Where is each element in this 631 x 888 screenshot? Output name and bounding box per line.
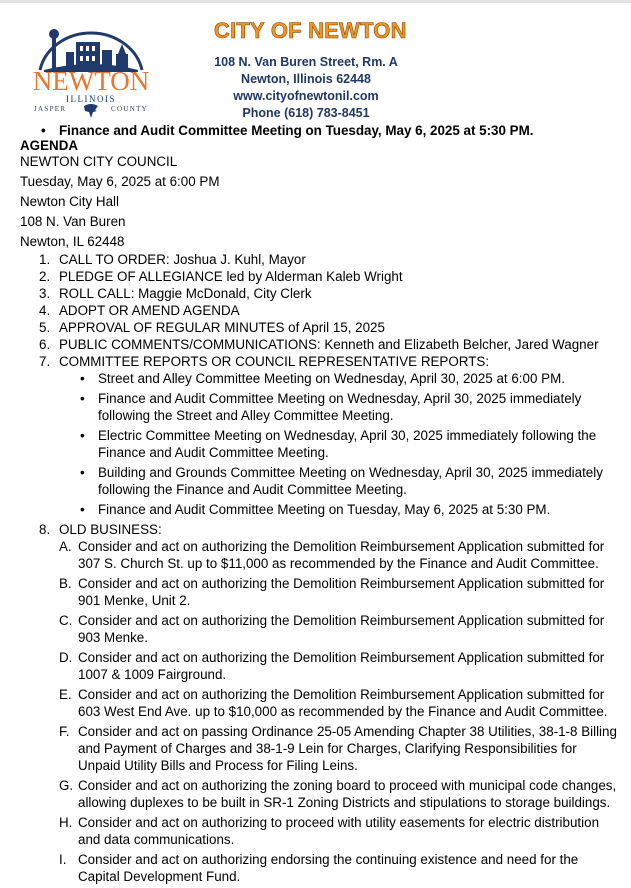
item-number: 8. xyxy=(39,522,51,537)
top-bullet: • Finance and Audit Committee Meeting on Tuesday, May 6, 2025 at 5:30 PM. xyxy=(20,122,620,139)
item-text: Consider and act on authorizing to proceed with utility easements for electric distribution and data communications. xyxy=(78,815,600,847)
item-text: Consider and act on authorizing the zoning board to proceed with municipal code changes, allowing duplexes to be built in SR-1 Zoning Districts and stipulations to storage buildings. xyxy=(78,778,617,810)
meeting-location: Newton City Hall xyxy=(20,194,119,209)
logo-right-text: COUNTY xyxy=(111,105,148,113)
committee-report: • Building and Grounds Committee Meeting on Wednesday, April 30, 2025 immediately following the Finance and Audit Committee Meeting. xyxy=(20,464,620,498)
old-business-item xyxy=(20,723,620,774)
item-text: Consider and act on authorizing the Demolition Reimbursement Application submitted for 1007 & 1009 Fairground. xyxy=(78,650,605,682)
old-business-item xyxy=(20,538,620,572)
item-text: Consider and act on passing Ordinance 25-05 Amending Chapter 38 Utilities, 38-1-8 Billing and Payment of Charges and 38-1-9 Lein for Charges, Clarifying Responsibilities for Unpaid Utility Bills and Process for Filing Leins. xyxy=(78,724,617,773)
old-business-item xyxy=(20,649,620,683)
meeting-city: Newton, IL 62448 xyxy=(20,234,125,249)
agenda-item xyxy=(20,521,620,538)
agenda-document xyxy=(20,122,620,888)
meeting-datetime: Tuesday, May 6, 2025 at 6:00 PM xyxy=(20,174,220,189)
item-letter: H. xyxy=(59,815,73,830)
agenda-item xyxy=(20,336,620,353)
item-number: 1. xyxy=(39,252,51,267)
page-title: CITY OF NEWTON xyxy=(214,18,407,43)
item-number: 3. xyxy=(39,286,51,301)
logo-sub-text: ILLINOIS xyxy=(66,94,116,104)
item-letter: A. xyxy=(59,539,72,554)
old-business-item xyxy=(20,686,620,720)
item-text: Consider and act on authorizing the Demolition Reimbursement Application submitted for 307 S. Church St. up to $11,000 as recommended by the Finance and Audit Committee. xyxy=(78,539,605,571)
agenda-item xyxy=(20,302,620,319)
contact-block xyxy=(200,54,412,122)
agenda-item xyxy=(20,285,620,302)
item-letter: D. xyxy=(59,650,73,665)
agenda-heading: AGENDA xyxy=(20,138,79,153)
top-border xyxy=(0,0,631,3)
logo-left-text: JASPER xyxy=(34,105,67,113)
old-business-item xyxy=(20,575,620,609)
item-text: Consider and act on authorizing endorsing the continuing existence and need for the Capital Development Fund. xyxy=(78,852,579,884)
item-letter: C. xyxy=(59,613,73,628)
item-text: CALL TO ORDER: Joshua J. Kuhl, Mayor xyxy=(59,252,306,267)
meeting-street: 108 N. Van Buren xyxy=(20,214,126,229)
item-text: Consider and act on authorizing the Demolition Reimbursement Application submitted for 603 West End Ave. up to $10,000 as recommended by the Finance and Audit Committee. xyxy=(78,687,608,719)
agenda-item xyxy=(20,353,620,370)
item-text: COMMITTEE REPORTS OR COUNCIL REPRESENTATIVE REPORTS: xyxy=(59,354,490,369)
committee-report: • Finance and Audit Committee Meeting on Wednesday, April 30, 2025 immediately following the Street and Alley Committee Meeting. xyxy=(20,390,620,424)
item-text: ROLL CALL: Maggie McDonald, City Clerk xyxy=(59,286,312,301)
item-number: 7. xyxy=(39,354,51,369)
old-business-item xyxy=(20,814,620,848)
item-text: ADOPT OR AMEND AGENDA xyxy=(59,303,240,318)
item-number: 4. xyxy=(39,303,51,318)
item-text: OLD BUSINESS: xyxy=(59,522,162,537)
item-text: APPROVAL OF REGULAR MINUTES of April 15, 2025 xyxy=(59,320,385,335)
city-logo xyxy=(30,22,152,116)
item-letter: E. xyxy=(59,687,72,702)
council-name: NEWTON CITY COUNCIL xyxy=(20,154,178,169)
item-letter: I. xyxy=(59,852,67,867)
agenda-item xyxy=(20,251,620,268)
item-number: 6. xyxy=(39,337,51,352)
address-line-2: Newton, Illinois 62448 xyxy=(241,72,371,86)
item-text: PUBLIC COMMENTS/COMMUNICATIONS: Kenneth and Elizabeth Belcher, Jared Wagner xyxy=(59,337,599,352)
item-letter: F. xyxy=(59,724,70,739)
item-number: 2. xyxy=(39,269,51,284)
old-business-item xyxy=(20,851,620,885)
item-text: Consider and act on authorizing the Demolition Reimbursement Application submitted for 901 Menke, Unit 2. xyxy=(78,576,605,608)
agenda-item xyxy=(20,319,620,336)
committee-report: • Electric Committee Meeting on Wednesday, April 30, 2025 immediately following the Finance and Audit Committee Meeting. xyxy=(20,427,620,461)
item-text: PLEDGE OF ALLEGIANCE led by Alderman Kaleb Wright xyxy=(59,269,403,284)
website-link[interactable]: www.cityofnewtonil.com xyxy=(233,89,379,103)
phone-number: Phone (618) 783-8451 xyxy=(242,106,370,120)
old-business-item xyxy=(20,612,620,646)
committee-report: • Finance and Audit Committee Meeting on Tuesday, May 6, 2025 at 5:30 PM. xyxy=(20,501,620,518)
item-number: 5. xyxy=(39,320,51,335)
item-letter: G. xyxy=(59,778,74,793)
agenda-item xyxy=(20,268,620,285)
committee-report: • Street and Alley Committee Meeting on Wednesday, April 30, 2025 at 6:00 PM. xyxy=(20,370,620,387)
old-business-item xyxy=(20,777,620,811)
eagle-icon xyxy=(82,102,100,118)
address-line-1: 108 N. Van Buren Street, Rm. A xyxy=(214,55,398,69)
item-letter: B. xyxy=(59,576,72,591)
item-text: Consider and act on authorizing the Demolition Reimbursement Application submitted for 903 Menke. xyxy=(78,613,605,645)
logo-main-text: NEWTON xyxy=(32,66,150,96)
